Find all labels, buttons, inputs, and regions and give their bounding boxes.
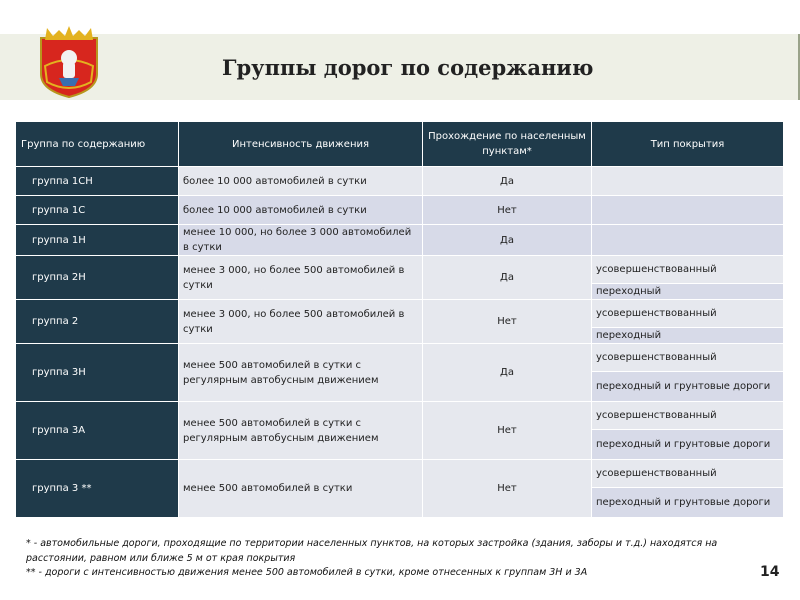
coverage-cell: переходный и грунтовые дороги [592, 429, 784, 459]
table-row [16, 401, 784, 429]
coverage-cell: переходный [592, 327, 784, 343]
coverage-cell: усовершенствованный [592, 299, 784, 327]
table-header-row [16, 122, 784, 166]
page-number: 14 [760, 564, 780, 580]
coverage-cell: усовершенствованный [592, 459, 784, 487]
road-groups-table [16, 122, 784, 517]
footnote-1: * - автомобильные дороги, проходящие по территории населенных пунктов, на которых застройка (здания, заборы и т.д.) находятся на расстоянии, равном или ближе 5 м от края покрытия [26, 538, 718, 564]
passes-cell: Нет [423, 299, 592, 343]
passes-cell: Нет [423, 401, 592, 459]
passes-cell: Да [423, 224, 592, 255]
header-coverage: Тип покрытия [592, 122, 784, 166]
table-row [16, 255, 784, 283]
group-cell: группа 3Н [16, 343, 179, 401]
header-intensity: Интенсивность движения [179, 122, 423, 166]
footnotes [26, 537, 766, 581]
intensity-cell: менее 500 автомобилей в сутки с регулярным автобусным движением [179, 343, 423, 401]
intensity-cell: менее 10 000, но более 3 000 автомобилей в сутки [179, 224, 423, 255]
table-row [16, 459, 784, 487]
header-group: Группа по содержанию [16, 122, 179, 166]
coverage-cell: усовершенствованный [592, 401, 784, 429]
passes-cell: Да [423, 343, 592, 401]
intensity-cell: менее 500 автомобилей в сутки [179, 459, 423, 517]
group-cell: группа 1СН [16, 166, 179, 195]
coverage-cell: переходный и грунтовые дороги [592, 487, 784, 517]
passes-cell: Нет [423, 195, 592, 224]
intensity-cell: менее 500 автомобилей в сутки с регулярным автобусным движением [179, 401, 423, 459]
passes-cell: Да [423, 255, 592, 299]
footnote-2: ** - дороги с интенсивностью движения менее 500 автомобилей в сутки, кроме отнесенных к группам 3Н и 3А [26, 567, 588, 578]
coverage-cell [592, 195, 784, 224]
group-cell: группа 3 ** [16, 459, 179, 517]
coverage-cell: усовершенствованный [592, 255, 784, 283]
table-row [16, 166, 784, 195]
intensity-cell: менее 3 000, но более 500 автомобилей в сутки [179, 255, 423, 299]
intensity-cell: более 10 000 автомобилей в сутки [179, 195, 423, 224]
header-passes: Прохождение по населенным пунктам* [423, 122, 592, 166]
coverage-cell [592, 224, 784, 255]
group-cell: группа 3А [16, 401, 179, 459]
table-row [16, 195, 784, 224]
coverage-cell: переходный и грунтовые дороги [592, 371, 784, 401]
coverage-cell: усовершенствованный [592, 343, 784, 371]
intensity-cell: более 10 000 автомобилей в сутки [179, 166, 423, 195]
group-cell: группа 1Н [16, 224, 179, 255]
passes-cell: Да [423, 166, 592, 195]
passes-cell: Нет [423, 459, 592, 517]
coverage-cell [592, 166, 784, 195]
intensity-cell: менее 3 000, но более 500 автомобилей в сутки [179, 299, 423, 343]
group-cell: группа 2Н [16, 255, 179, 299]
table-row [16, 224, 784, 255]
page-title: Группы дорог по содержанию [222, 55, 594, 80]
table-row [16, 343, 784, 371]
group-cell: группа 1С [16, 195, 179, 224]
table-row [16, 299, 784, 327]
group-cell: группа 2 [16, 299, 179, 343]
coverage-cell: переходный [592, 283, 784, 299]
moscow-region-emblem-icon [39, 24, 99, 98]
